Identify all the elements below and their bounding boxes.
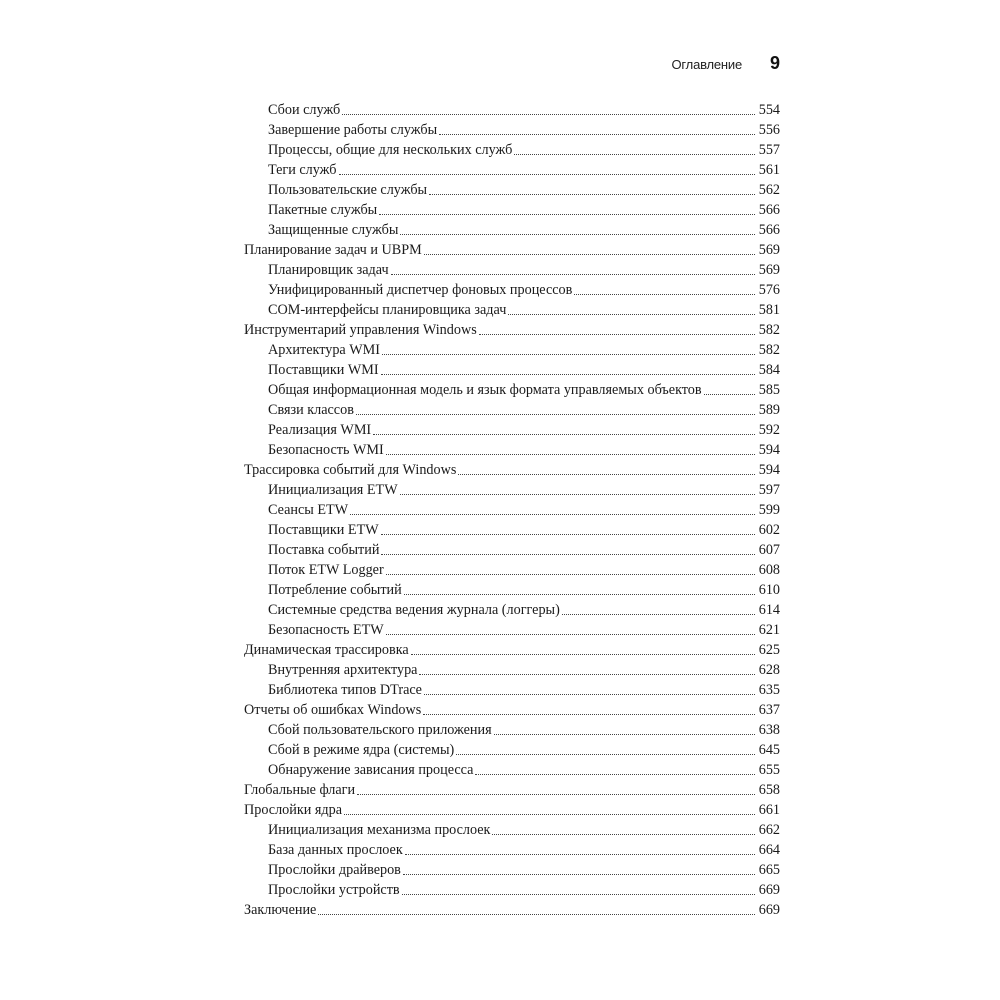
toc-entry-page-number: 594 xyxy=(758,462,780,478)
running-head xyxy=(600,55,780,77)
toc-dot-leader xyxy=(574,293,755,295)
toc-entry-page-number: 585 xyxy=(758,382,780,398)
toc-subsection-entry xyxy=(244,340,780,360)
toc-entry-page-number: 569 xyxy=(758,262,780,278)
table-of-contents xyxy=(244,100,780,920)
toc-entry-title: Унифицированный диспетчер фоновых процессов xyxy=(268,282,573,298)
toc-dot-leader xyxy=(386,633,755,635)
toc-entry-page-number: 669 xyxy=(758,882,780,898)
toc-subsection-entry xyxy=(244,380,780,400)
toc-subsection-entry xyxy=(244,480,780,500)
toc-entry-title: Отчеты об ошибках Windows xyxy=(244,702,422,718)
toc-dot-leader xyxy=(494,733,755,735)
toc-subsection-entry xyxy=(244,540,780,560)
toc-entry-title: Поставщики ETW xyxy=(268,522,379,538)
toc-subsection-entry xyxy=(244,220,780,240)
toc-subsection-entry xyxy=(244,560,780,580)
toc-dot-leader xyxy=(373,433,755,435)
toc-entry-page-number: 607 xyxy=(758,542,780,558)
toc-entry-title: Инструментарий управления Windows xyxy=(244,322,477,338)
toc-subsection-entry xyxy=(244,880,780,900)
toc-entry-page-number: 556 xyxy=(758,122,780,138)
toc-dot-leader xyxy=(424,693,755,695)
toc-entry-title: Динамическая трассировка xyxy=(244,642,409,658)
toc-entry-title: Библиотека типов DTrace xyxy=(268,682,422,698)
toc-subsection-entry xyxy=(244,680,780,700)
toc-entry-page-number: 592 xyxy=(758,422,780,438)
toc-section-entry xyxy=(244,320,780,340)
toc-entry-title: Безопасность ETW xyxy=(268,622,384,638)
toc-section-entry xyxy=(244,800,780,820)
toc-entry-title: Планирование задач и UBPM xyxy=(244,242,422,258)
toc-subsection-entry xyxy=(244,820,780,840)
toc-entry-page-number: 638 xyxy=(758,722,780,738)
toc-subsection-entry xyxy=(244,120,780,140)
toc-entry-page-number: 589 xyxy=(758,402,780,418)
toc-entry-title: Общая информационная модель и язык формата управляемых объектов xyxy=(268,382,702,398)
toc-dot-leader xyxy=(479,333,755,335)
toc-subsection-entry xyxy=(244,860,780,880)
toc-entry-title: Планировщик задач xyxy=(268,262,389,278)
toc-entry-page-number: 608 xyxy=(758,562,780,578)
toc-dot-leader xyxy=(458,473,755,475)
toc-entry-title: Сбой пользовательского приложения xyxy=(268,722,492,738)
toc-entry-title: Глобальные флаги xyxy=(244,782,356,798)
toc-entry-page-number: 645 xyxy=(758,742,780,758)
toc-dot-leader xyxy=(429,193,755,195)
toc-entry-page-number: 664 xyxy=(758,842,780,858)
toc-dot-leader xyxy=(492,833,755,835)
toc-entry-title: Сбои служб xyxy=(268,102,341,118)
toc-dot-leader xyxy=(344,813,755,815)
toc-entry-title: Системные средства ведения журнала (логгеры) xyxy=(268,602,560,618)
toc-entry-page-number: 597 xyxy=(758,482,780,498)
toc-entry-title: Защищенные службы xyxy=(268,222,399,238)
toc-entry-page-number: 566 xyxy=(758,202,780,218)
toc-subsection-entry xyxy=(244,200,780,220)
running-head-section-title: Оглавление xyxy=(671,57,742,72)
toc-dot-leader xyxy=(381,533,755,535)
toc-entry-title: Связи классов xyxy=(268,402,354,418)
toc-dot-leader xyxy=(342,113,755,115)
toc-entry-page-number: 562 xyxy=(758,182,780,198)
toc-dot-leader xyxy=(704,393,755,395)
toc-dot-leader xyxy=(381,553,755,555)
toc-entry-title: Инициализация ETW xyxy=(268,482,398,498)
toc-subsection-entry xyxy=(244,140,780,160)
toc-entry-page-number: 610 xyxy=(758,582,780,598)
toc-entry-page-number: 582 xyxy=(758,342,780,358)
toc-subsection-entry xyxy=(244,600,780,620)
toc-dot-leader xyxy=(339,173,756,175)
toc-entry-title: Сеансы ETW xyxy=(268,502,349,518)
toc-entry-page-number: 658 xyxy=(758,782,780,798)
toc-subsection-entry xyxy=(244,360,780,380)
toc-entry-page-number: 554 xyxy=(758,102,780,118)
toc-dot-leader xyxy=(400,233,755,235)
toc-entry-title: Поставка событий xyxy=(268,542,380,558)
toc-dot-leader xyxy=(379,213,755,215)
toc-entry-title: Безопасность WMI xyxy=(268,442,384,458)
toc-dot-leader xyxy=(419,673,755,675)
toc-subsection-entry xyxy=(244,400,780,420)
toc-dot-leader xyxy=(404,593,755,595)
toc-dot-leader xyxy=(562,613,755,615)
toc-section-entry xyxy=(244,240,780,260)
toc-entry-title: Обнаружение зависания процесса xyxy=(268,762,474,778)
toc-section-entry xyxy=(244,700,780,720)
toc-section-entry xyxy=(244,460,780,480)
toc-dot-leader xyxy=(456,753,755,755)
toc-subsection-entry xyxy=(244,840,780,860)
toc-dot-leader xyxy=(475,773,755,775)
toc-dot-leader xyxy=(318,913,755,915)
toc-subsection-entry xyxy=(244,300,780,320)
toc-entry-title: Пользовательские службы xyxy=(268,182,428,198)
toc-entry-page-number: 661 xyxy=(758,802,780,818)
toc-entry-page-number: 625 xyxy=(758,642,780,658)
toc-entry-title: Реализация WMI xyxy=(268,422,372,438)
toc-entry-page-number: 637 xyxy=(758,702,780,718)
toc-subsection-entry xyxy=(244,280,780,300)
toc-subsection-entry xyxy=(244,100,780,120)
toc-entry-title: Завершение работы службы xyxy=(268,122,438,138)
toc-dot-leader xyxy=(386,573,755,575)
toc-subsection-entry xyxy=(244,740,780,760)
toc-entry-page-number: 669 xyxy=(758,902,780,918)
toc-entry-title: Прослойки устройств xyxy=(268,882,400,898)
toc-dot-leader xyxy=(405,853,755,855)
toc-entry-page-number: 599 xyxy=(758,502,780,518)
toc-entry-page-number: 557 xyxy=(758,142,780,158)
toc-dot-leader xyxy=(357,793,755,795)
toc-dot-leader xyxy=(402,893,755,895)
toc-dot-leader xyxy=(411,653,755,655)
toc-subsection-entry xyxy=(244,440,780,460)
toc-section-entry xyxy=(244,640,780,660)
toc-entry-title: Поставщики WMI xyxy=(268,362,379,378)
toc-entry-page-number: 635 xyxy=(758,682,780,698)
toc-entry-page-number: 665 xyxy=(758,862,780,878)
toc-entry-title: Процессы, общие для нескольких служб xyxy=(268,142,513,158)
toc-entry-title: Пакетные службы xyxy=(268,202,378,218)
toc-entry-title: Инициализация механизма прослоек xyxy=(268,822,491,838)
toc-entry-title: Прослойки драйверов xyxy=(268,862,401,878)
toc-entry-page-number: 602 xyxy=(758,522,780,538)
toc-entry-title: База данных прослоек xyxy=(268,842,403,858)
toc-entry-page-number: 655 xyxy=(758,762,780,778)
toc-dot-leader xyxy=(400,493,755,495)
toc-subsection-entry xyxy=(244,180,780,200)
toc-entry-page-number: 628 xyxy=(758,662,780,678)
toc-dot-leader xyxy=(514,153,755,155)
toc-subsection-entry xyxy=(244,520,780,540)
toc-entry-page-number: 621 xyxy=(758,622,780,638)
toc-entry-page-number: 561 xyxy=(758,162,780,178)
toc-section-entry xyxy=(244,780,780,800)
toc-entry-title: Теги служб xyxy=(268,162,337,178)
toc-entry-title: Трассировка событий для Windows xyxy=(244,462,457,478)
toc-entry-page-number: 582 xyxy=(758,322,780,338)
toc-dot-leader xyxy=(423,713,755,715)
toc-dot-leader xyxy=(386,453,755,455)
toc-entry-page-number: 566 xyxy=(758,222,780,238)
toc-dot-leader xyxy=(424,253,755,255)
toc-dot-leader xyxy=(381,373,755,375)
toc-entry-title: Архитектура WMI xyxy=(268,342,381,358)
toc-entry-title: Сбой в режиме ядра (системы) xyxy=(268,742,455,758)
toc-section-entry xyxy=(244,900,780,920)
toc-subsection-entry xyxy=(244,500,780,520)
toc-dot-leader xyxy=(356,413,755,415)
toc-entry-title: Внутренняя архитектура xyxy=(268,662,418,678)
toc-subsection-entry xyxy=(244,720,780,740)
toc-entry-page-number: 594 xyxy=(758,442,780,458)
toc-dot-leader xyxy=(508,313,755,315)
toc-entry-title: COM-интерфейсы планировщика задач xyxy=(268,302,507,318)
toc-subsection-entry xyxy=(244,420,780,440)
page-number: 9 xyxy=(769,53,780,73)
toc-subsection-entry xyxy=(244,260,780,280)
toc-entry-title: Поток ETW Logger xyxy=(268,562,384,578)
toc-subsection-entry xyxy=(244,580,780,600)
toc-entry-page-number: 581 xyxy=(758,302,780,318)
toc-entry-page-number: 569 xyxy=(758,242,780,258)
toc-dot-leader xyxy=(350,513,755,515)
toc-subsection-entry xyxy=(244,760,780,780)
toc-entry-title: Заключение xyxy=(244,902,317,918)
toc-subsection-entry xyxy=(244,160,780,180)
toc-entry-page-number: 614 xyxy=(758,602,780,618)
toc-dot-leader xyxy=(391,273,755,275)
toc-subsection-entry xyxy=(244,620,780,640)
toc-dot-leader xyxy=(439,133,755,135)
toc-dot-leader xyxy=(403,873,755,875)
toc-dot-leader xyxy=(382,353,755,355)
toc-entry-page-number: 662 xyxy=(758,822,780,838)
toc-entry-page-number: 584 xyxy=(758,362,780,378)
toc-entry-title: Потребление событий xyxy=(268,582,402,598)
toc-entry-title: Прослойки ядра xyxy=(244,802,343,818)
toc-subsection-entry xyxy=(244,660,780,680)
toc-entry-page-number: 576 xyxy=(758,282,780,298)
